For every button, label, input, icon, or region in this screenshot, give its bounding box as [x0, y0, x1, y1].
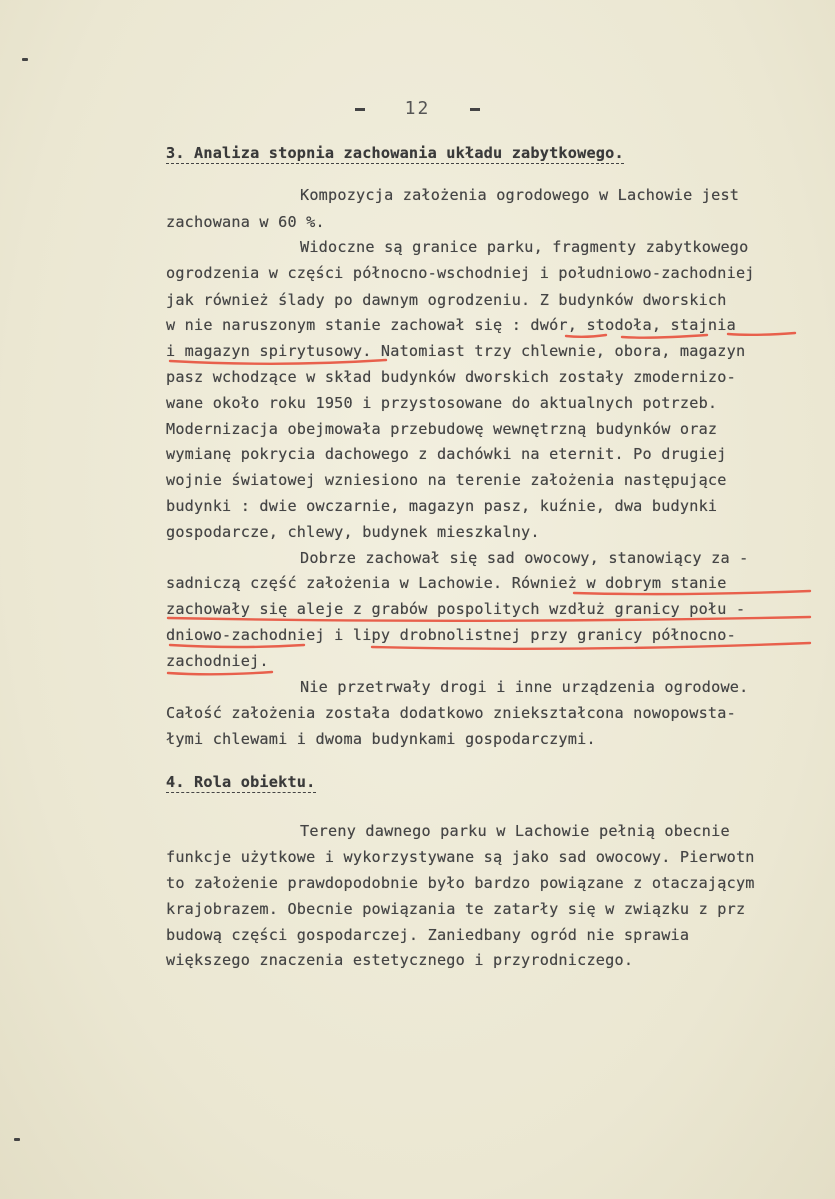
page-number: [0, 98, 835, 119]
section-3-heading: [166, 140, 624, 166]
section-3-line-14: gospodarcze, chlewy, budynek mieszkalny.: [166, 523, 540, 541]
section-3-line-4: ogrodzenia w części północno-wschodniej i południowo-zachodniej: [166, 264, 755, 282]
page-number-dash-left: [355, 108, 365, 111]
section-3-line-13: budynki : dwie owczarnie, magazyn pasz, kuźnie, dwa budynki: [166, 497, 718, 515]
section-3-line-2: zachowana w 60 %.: [166, 213, 325, 231]
section-4-line-6: większego znaczenia estetycznego i przyrodniczego.: [166, 951, 634, 969]
section-3-line-6: w nie naruszonym stanie zachował się : dwór, stodoła, stajnia: [166, 316, 736, 334]
section-3-line-10: Modernizacja obejmowała przebudowę wewnętrzną budynków oraz: [166, 420, 718, 438]
section-3-line-20: Nie przetrwały drogi i inne urządzenia ogrodowe.: [300, 678, 749, 696]
section-3-line-17: zachowały się aleje z grabów pospolitych wzdłuż granicy połu -: [166, 600, 746, 618]
section-3-line-3: Widoczne są granice parku, fragmenty zabytkowego: [300, 238, 749, 256]
left-edge-mark-top: [22, 58, 28, 61]
page-number-dash-right: [470, 108, 480, 111]
section-3-line-7: i magazyn spirytusowy. Natomiast trzy chlewnie, obora, magazyn: [166, 342, 746, 360]
section-3-line-1: Kompozycja założenia ogrodowego w Lachowie jest: [300, 186, 740, 204]
section-3-line-8: pasz wchodzące w skład budynków dworskich zostały zmodernizo-: [166, 368, 736, 386]
section-4-heading: [166, 769, 316, 795]
section-4-line-4: krajobrazem. Obecnie powiązania te zatarły się w związku z prz: [166, 900, 746, 918]
section-3-line-19: zachodniej.: [166, 652, 269, 670]
page-number-text: 12: [404, 98, 431, 119]
section-3-heading-text: 3. Analiza stopnia zachowania układu zabytkowego.: [166, 144, 624, 162]
section-3-line-21: Całość założenia została dodatkowo zniekształcona nowopowsta-: [166, 704, 736, 722]
section-4-line-2: funkcje użytkowe i wykorzystywane są jako sad owocowy. Pierwotn: [166, 848, 755, 866]
section-3-line-18: dniowo-zachodniej i lipy drobnolistnej przy granicy północno-: [166, 626, 736, 644]
section-4-heading-text: 4. Rola obiektu.: [166, 773, 316, 791]
section-3-line-15: Dobrze zachował się sad owocowy, stanowiący za -: [300, 549, 749, 567]
section-3-line-22: łymi chlewami i dwoma budynkami gospodarczymi.: [166, 730, 596, 748]
section-3-line-9: wane około roku 1950 i przystosowane do aktualnych potrzeb.: [166, 394, 718, 412]
section-3-line-11: wymianę pokrycia dachowego z dachówki na eternit. Po drugiej: [166, 445, 727, 463]
section-4-line-5: budową części gospodarczej. Zaniedbany ogród nie sprawia: [166, 926, 690, 944]
left-edge-mark-bottom: [14, 1138, 20, 1141]
section-4-line-1: Tereny dawnego parku w Lachowie pełnią obecnie: [300, 822, 730, 840]
section-4-line-3: to założenie prawdopodobnie było bardzo powiązane z otaczającym: [166, 874, 755, 892]
section-3-line-5: jak również ślady po dawnym ogrodzeniu. Z budynków dworskich: [166, 291, 727, 309]
section-3-line-16: sadniczą część założenia w Lachowie. Również w dobrym stanie: [166, 574, 727, 592]
section-3-line-12: wojnie światowej wzniesiono na terenie założenia następujące: [166, 471, 727, 489]
